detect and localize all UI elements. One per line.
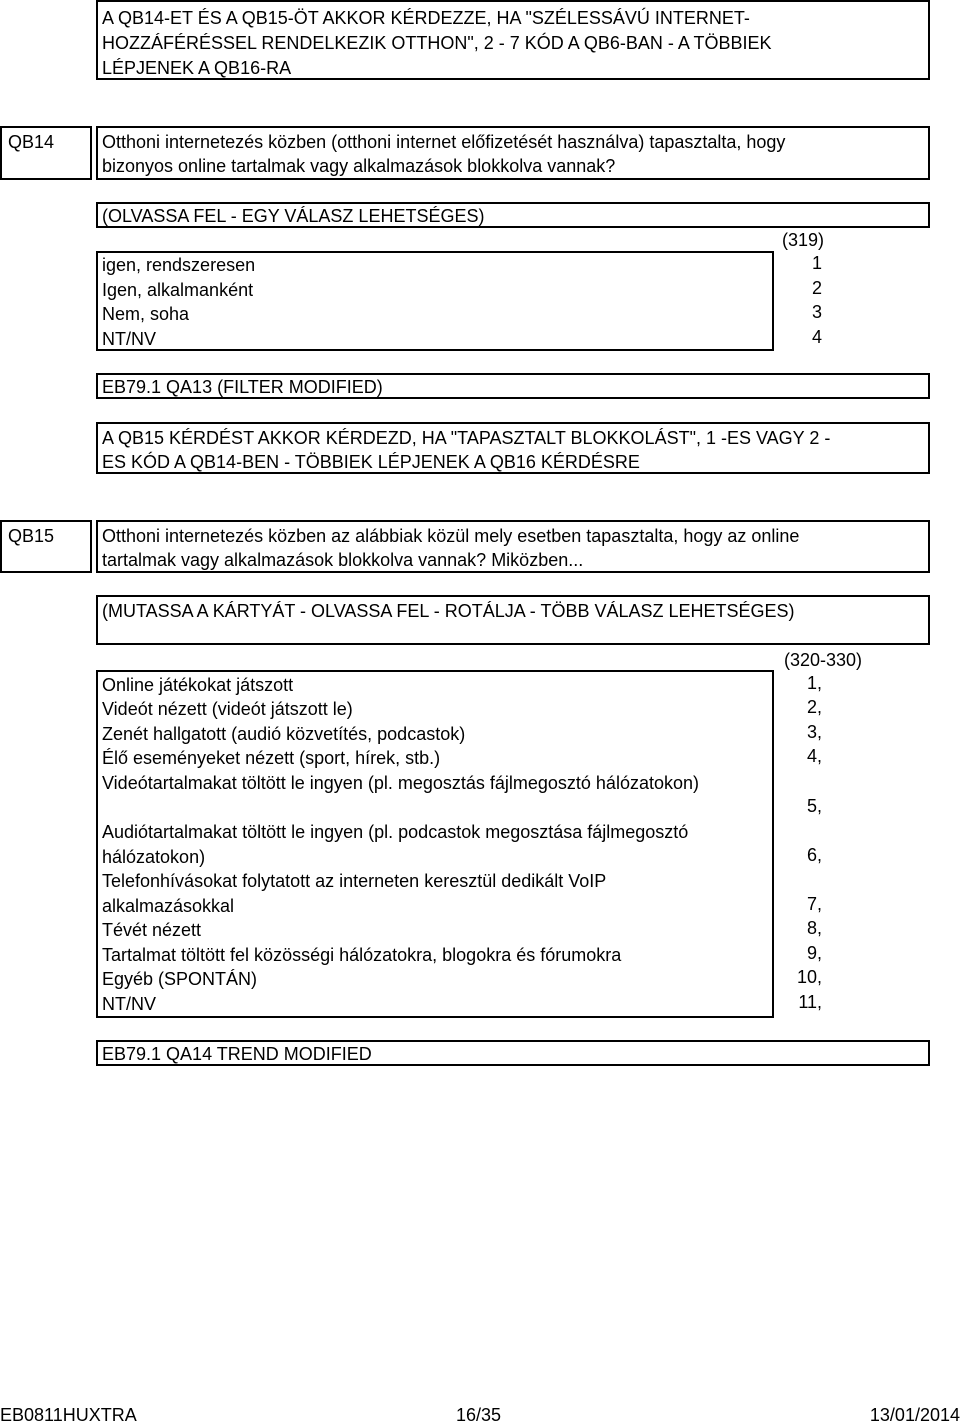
filter-line: A QB14-ET ÉS A QB15-ÖT AKKOR KÉRDEZZE, HA "SZÉLESSÁVÚ INTERNET- bbox=[102, 8, 750, 28]
option-code: 10, bbox=[796, 967, 822, 987]
option-code: 6, bbox=[806, 845, 822, 865]
question-code: QB14 bbox=[8, 132, 55, 152]
qb14-source-box bbox=[96, 373, 930, 399]
qb15-options-box bbox=[96, 670, 774, 1018]
source-text: EB79.1 QA13 (FILTER MODIFIED) bbox=[102, 377, 383, 397]
instruction-text: (OLVASSA FEL - EGY VÁLASZ LEHETSÉGES) bbox=[102, 206, 485, 226]
option-code: 1, bbox=[806, 673, 822, 693]
qb15-question-box bbox=[96, 520, 930, 573]
option-code: 11, bbox=[798, 992, 822, 1012]
option-code: 8, bbox=[806, 918, 822, 938]
qb14-question-box bbox=[96, 126, 930, 180]
qb14-options-box bbox=[96, 251, 774, 351]
qb15-filter-box bbox=[96, 422, 930, 474]
option-label: Videótartalmakat töltött le ingyen (pl. megosztás fájlmegosztó hálózatokon) bbox=[102, 773, 699, 793]
column-ref: (320-330) bbox=[783, 650, 862, 670]
option-code: 1 bbox=[811, 253, 822, 273]
question-text: bizonyos online tartalmak vagy alkalmazások blokkolva vannak? bbox=[102, 156, 616, 176]
qb14-code-box bbox=[0, 126, 92, 180]
option-code: 9, bbox=[806, 943, 822, 963]
question-text: tartalmak vagy alkalmazások blokkolva vannak? Miközben... bbox=[102, 550, 584, 570]
filter-line: LÉPJENEK A QB16-RA bbox=[102, 58, 292, 78]
footer-page-number: 16/35 bbox=[456, 1405, 502, 1425]
option-label: Tévét nézett bbox=[102, 920, 202, 940]
question-text: Otthoni internetezés közben (otthoni internet előfizetését használva) tapasztalta, hogy bbox=[102, 132, 786, 152]
option-label: Videót nézett (videót játszott le) bbox=[102, 699, 353, 719]
qb14-instruction-box bbox=[96, 202, 930, 228]
qb15-instruction-box bbox=[96, 595, 930, 645]
source-text: EB79.1 QA14 TREND MODIFIED bbox=[102, 1044, 372, 1064]
option-label: Audiótartalmakat töltött le ingyen (pl. podcastok megosztása fájlmegosztó bbox=[102, 822, 689, 842]
option-label: hálózatokon) bbox=[102, 847, 206, 867]
column-ref: (319) bbox=[781, 230, 824, 250]
option-label: Telefonhívásokat folytatott az interneten keresztül dedikált VoIP bbox=[102, 871, 607, 891]
filter-line: HOZZÁFÉRÉSSEL RENDELKEZIK OTTHON", 2 - 7 KÓD A QB6-BAN - A TÖBBIEK bbox=[102, 33, 772, 53]
qb15-source-box bbox=[96, 1040, 930, 1066]
option-code: 3, bbox=[806, 722, 822, 742]
option-code: 2 bbox=[811, 278, 822, 298]
top-filter-box bbox=[96, 0, 930, 80]
footer-doc-id: EB0811HUXTRA bbox=[0, 1405, 137, 1425]
filter-line: ES KÓD A QB14-BEN - TÖBBIEK LÉPJENEK A QB16 KÉRDÉSRE bbox=[102, 452, 640, 472]
option-code: 2, bbox=[806, 697, 822, 717]
option-label: Egyéb (SPONTÁN) bbox=[102, 969, 258, 989]
option-label: Igen, alkalmanként bbox=[102, 280, 254, 300]
option-label: igen, rendszeresen bbox=[102, 255, 256, 275]
option-label: Online játékokat játszott bbox=[102, 675, 294, 695]
question-code: QB15 bbox=[8, 526, 55, 546]
option-label: Élő eseményeket nézett (sport, hírek, stb.) bbox=[102, 748, 441, 768]
option-label: alkalmazásokkal bbox=[102, 896, 235, 916]
filter-line: A QB15 KÉRDÉST AKKOR KÉRDEZD, HA "TAPASZTALT BLOKKOLÁST", 1 -ES VAGY 2 - bbox=[102, 428, 831, 448]
option-code: 3 bbox=[811, 302, 822, 322]
option-code: 5, bbox=[806, 796, 822, 816]
option-label: Tartalmat töltött fel közösségi hálózatokra, blogokra és fórumokra bbox=[102, 945, 622, 965]
option-label: Nem, soha bbox=[102, 304, 190, 324]
option-code: 7, bbox=[806, 894, 822, 914]
footer-date: 13/01/2014 bbox=[869, 1405, 960, 1425]
option-code: 4 bbox=[811, 327, 822, 347]
option-label: Zenét hallgatott (audió közvetítés, podcastok) bbox=[102, 724, 466, 744]
option-code: 4, bbox=[806, 746, 822, 766]
question-text: Otthoni internetezés közben az alábbiak közül mely esetben tapasztalta, hogy az online bbox=[102, 526, 800, 546]
option-label: NT/NV bbox=[102, 329, 156, 349]
option-label: NT/NV bbox=[102, 994, 156, 1014]
qb15-code-box bbox=[0, 520, 92, 573]
instruction-text: (MUTASSA A KÁRTYÁT - OLVASSA FEL - ROTÁLJA - TÖBB VÁLASZ LEHETSÉGES) bbox=[102, 601, 795, 621]
